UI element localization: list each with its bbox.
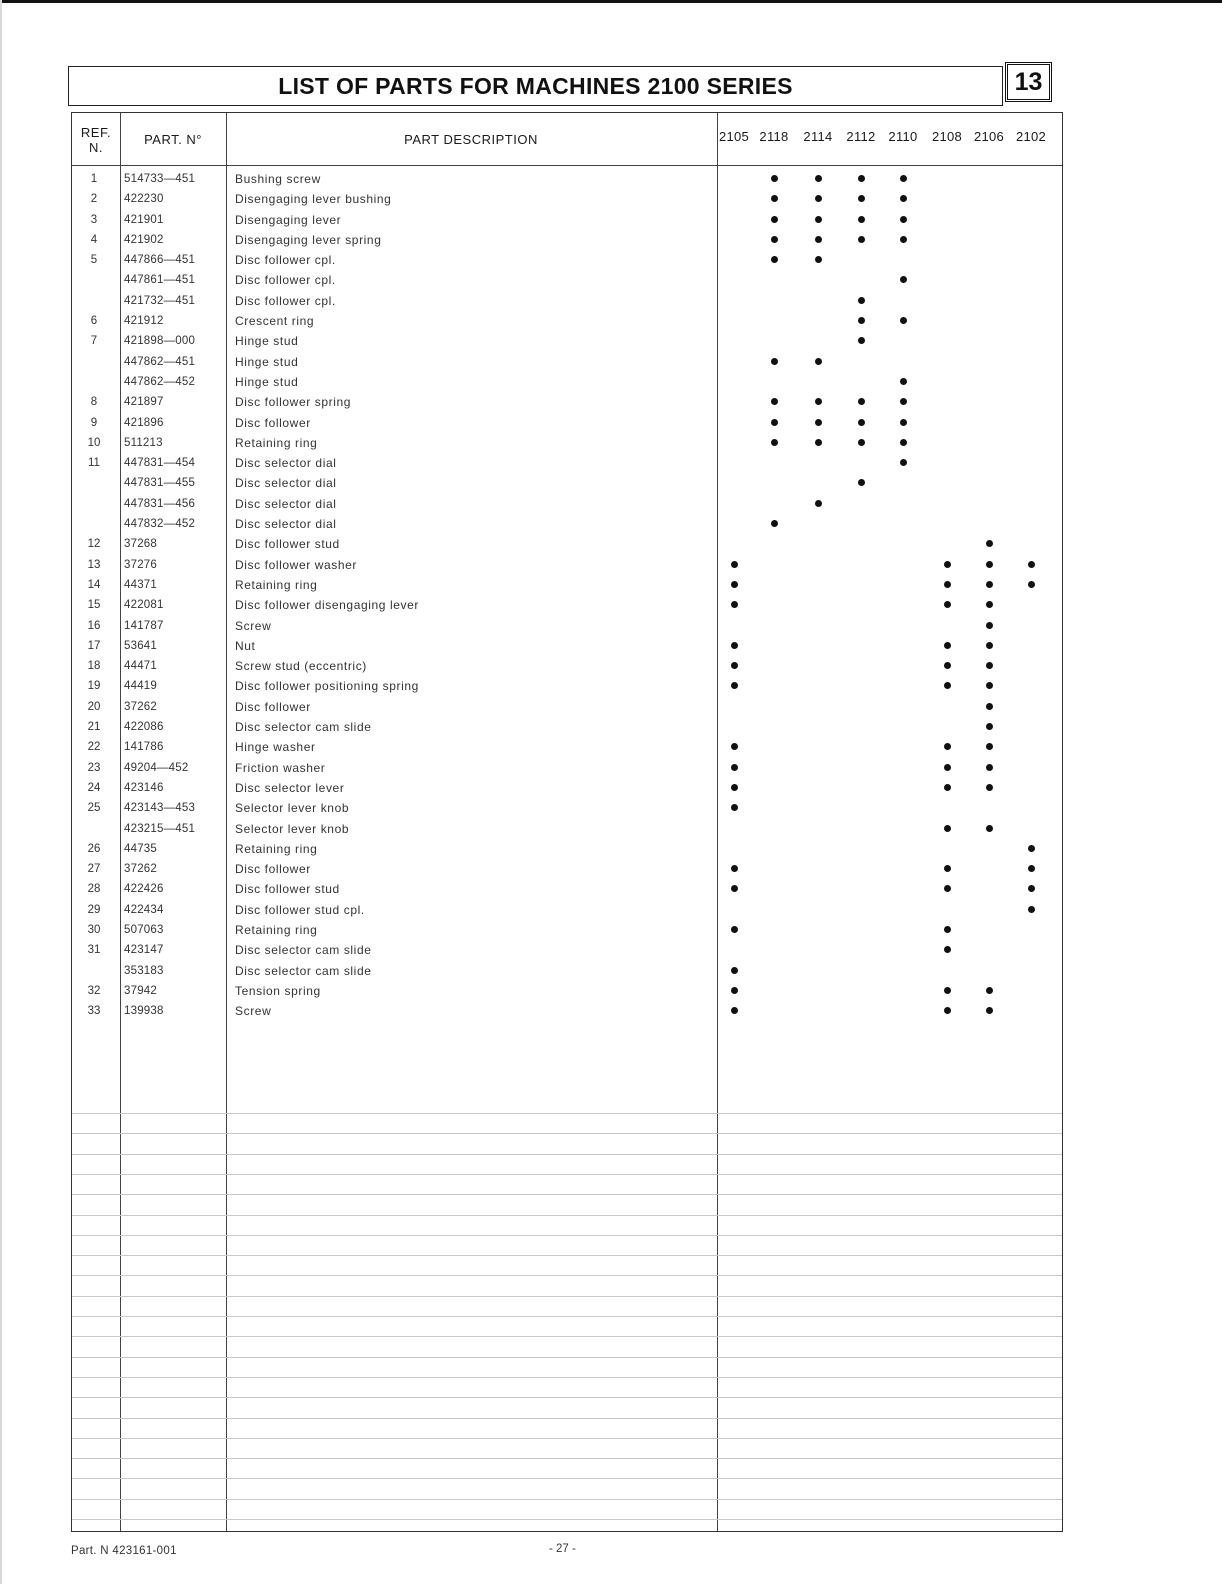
ruled-line — [72, 1113, 1062, 1114]
applicability-dot — [731, 784, 738, 791]
cell-ref: 23 — [87, 761, 101, 774]
applicability-dot — [900, 195, 907, 202]
cell-description: Hinge stud — [235, 334, 299, 349]
cell-description: Disc selector dial — [235, 456, 337, 471]
cell-part-number: 421897 — [124, 396, 164, 409]
cell-part-number: 421902 — [124, 233, 164, 246]
applicability-dot — [900, 419, 907, 426]
applicability-dot — [731, 1007, 738, 1014]
ruled-line — [72, 1499, 1062, 1500]
cell-ref: 9 — [90, 416, 98, 429]
applicability-dot — [731, 662, 738, 669]
cell-description: Retaining ring — [235, 922, 318, 937]
cell-ref: 31 — [87, 944, 101, 957]
cell-ref: 33 — [87, 1005, 101, 1018]
cell-part-number: 353183 — [124, 964, 164, 977]
table-row — [72, 291, 1062, 311]
cell-part-number: 49204—452 — [124, 761, 189, 774]
applicability-dot — [1028, 581, 1035, 588]
applicability-dot — [731, 804, 738, 811]
cell-description: Crescent ring — [235, 314, 315, 329]
cell-ref: 27 — [87, 863, 101, 876]
applicability-dot — [986, 581, 993, 588]
cell-description: Bushing screw — [235, 172, 321, 186]
header-ref-line1: REF. — [80, 125, 112, 140]
applicability-dot — [900, 276, 907, 283]
applicability-dot — [731, 601, 738, 608]
cell-part-number: 422434 — [124, 903, 164, 916]
table-row — [72, 616, 1062, 636]
cell-ref: 5 — [90, 254, 98, 267]
applicability-dot — [731, 764, 738, 771]
cell-ref: 30 — [87, 923, 101, 936]
page-title: LIST OF PARTS FOR MACHINES 2100 SERIES — [278, 72, 793, 99]
applicability-dot — [944, 926, 951, 933]
cell-description: Disc selector cam slide — [235, 963, 372, 978]
applicability-dot — [858, 337, 865, 344]
cell-ref: 17 — [87, 639, 101, 652]
applicability-dot — [944, 682, 951, 689]
table-row — [72, 575, 1062, 595]
cell-description: Disc follower — [235, 862, 311, 877]
table-row — [72, 595, 1062, 615]
table-row — [72, 879, 1062, 899]
applicability-dot — [1028, 885, 1035, 892]
applicability-dot — [731, 743, 738, 750]
applicability-dot — [771, 236, 778, 243]
applicability-dot — [858, 175, 865, 182]
table-row — [72, 859, 1062, 879]
applicability-dot — [944, 561, 951, 568]
ruled-line — [72, 1275, 1062, 1276]
cell-ref: 6 — [90, 315, 98, 328]
cell-ref: 22 — [87, 741, 101, 754]
cell-part-number: 507063 — [124, 923, 164, 936]
applicability-dot — [944, 885, 951, 892]
cell-part-number: 421732—451 — [124, 294, 196, 307]
cell-part-number: 44371 — [124, 578, 157, 591]
applicability-dot — [944, 784, 951, 791]
cell-description: Disengaging lever bushing — [235, 192, 392, 207]
table-row — [72, 534, 1062, 554]
cell-description: Disc selector dial — [235, 496, 337, 511]
cell-part-number: 421898—000 — [124, 335, 196, 348]
table-row — [72, 697, 1062, 717]
applicability-dot — [986, 540, 993, 547]
cell-part-number: 421912 — [124, 315, 164, 328]
applicability-dot — [900, 216, 907, 223]
applicability-dot — [815, 500, 822, 507]
ruled-line — [72, 1458, 1062, 1459]
applicability-dot — [771, 358, 778, 365]
header-machine-7: 2102 — [1015, 129, 1047, 144]
applicability-dot — [944, 743, 951, 750]
table-row — [72, 169, 1062, 189]
cell-description: Disengaging lever spring — [235, 232, 382, 247]
applicability-dot — [900, 175, 907, 182]
left-edge-rule — [0, 0, 2, 1584]
ruled-line — [72, 1296, 1062, 1297]
cell-part-number: 423143—453 — [124, 802, 196, 815]
applicability-dot — [986, 1007, 993, 1014]
applicability-dot — [858, 297, 865, 304]
applicability-dot — [771, 256, 778, 263]
parts-table — [71, 112, 1063, 1532]
applicability-dot — [944, 581, 951, 588]
applicability-dot — [986, 987, 993, 994]
cell-ref: 24 — [87, 781, 101, 794]
cell-part-number: 139938 — [124, 1005, 164, 1018]
title-box — [68, 66, 1003, 106]
cell-part-number: 423147 — [124, 944, 164, 957]
cell-description: Disc selector dial — [235, 517, 337, 532]
applicability-dot — [900, 317, 907, 324]
table-row — [72, 250, 1062, 270]
table-row — [72, 494, 1062, 514]
header-machine-6: 2106 — [973, 129, 1005, 144]
applicability-dot — [815, 256, 822, 263]
cell-ref: 28 — [87, 883, 101, 896]
table-row — [72, 230, 1062, 250]
applicability-dot — [731, 581, 738, 588]
applicability-dot — [815, 236, 822, 243]
cell-part-number: 37268 — [124, 538, 157, 551]
cell-ref: 7 — [90, 335, 98, 348]
cell-ref: 2 — [90, 193, 98, 206]
cell-ref: 25 — [87, 802, 101, 815]
ruled-line — [72, 1174, 1062, 1175]
cell-part-number: 37262 — [124, 700, 157, 713]
applicability-dot — [858, 216, 865, 223]
applicability-dot — [944, 764, 951, 771]
cell-part-number: 422086 — [124, 721, 164, 734]
applicability-dot — [731, 642, 738, 649]
cell-part-number: 447862—451 — [124, 355, 196, 368]
applicability-dot — [858, 419, 865, 426]
cell-description: Disc selector lever — [235, 780, 345, 795]
cell-ref: 29 — [87, 903, 101, 916]
cell-part-number: 141787 — [124, 619, 164, 632]
footer-page-number: - 27 - — [549, 1543, 576, 1555]
applicability-dot — [986, 703, 993, 710]
cell-ref: 1 — [90, 173, 98, 185]
applicability-dot — [944, 865, 951, 872]
cell-description: Selector lever knob — [235, 801, 350, 816]
footer-part-number: Part. N 423161-001 — [71, 1545, 177, 1557]
applicability-dot — [858, 479, 865, 486]
table-row — [72, 778, 1062, 798]
cell-description: Retaining ring — [235, 841, 318, 856]
applicability-dot — [815, 195, 822, 202]
ruled-line — [72, 1154, 1062, 1155]
ruled-line — [72, 1397, 1062, 1398]
applicability-dot — [986, 642, 993, 649]
table-row — [72, 798, 1062, 818]
applicability-dot — [900, 459, 907, 466]
cell-description: Disengaging lever — [235, 212, 342, 227]
table-row — [72, 514, 1062, 534]
table-row — [72, 900, 1062, 920]
cell-description: Disc follower disengaging lever — [235, 598, 420, 613]
applicability-dot — [815, 398, 822, 405]
ruled-line — [72, 1418, 1062, 1419]
applicability-dot — [1028, 561, 1035, 568]
cell-ref: 18 — [87, 660, 101, 673]
applicability-dot — [986, 723, 993, 730]
table-row — [72, 819, 1062, 839]
applicability-dot — [731, 987, 738, 994]
cell-description: Disc follower washer — [235, 557, 358, 572]
cell-part-number: 511213 — [124, 436, 163, 449]
applicability-dot — [815, 419, 822, 426]
ruled-line — [72, 1336, 1062, 1337]
applicability-dot — [944, 662, 951, 669]
applicability-dot — [944, 825, 951, 832]
cell-description: Screw stud (eccentric) — [235, 659, 367, 674]
applicability-dot — [858, 439, 865, 446]
applicability-dot — [771, 216, 778, 223]
cell-part-number: 447832—452 — [124, 518, 196, 531]
table-row — [72, 920, 1062, 940]
cell-ref: 32 — [87, 984, 101, 997]
cell-description: Hinge washer — [235, 740, 316, 755]
applicability-dot — [815, 216, 822, 223]
cell-part-number: 447866—451 — [124, 254, 196, 267]
applicability-dot — [986, 682, 993, 689]
header-machine-0: 2105 — [718, 129, 750, 144]
applicability-dot — [944, 946, 951, 953]
cell-ref: 16 — [87, 619, 101, 632]
applicability-dot — [731, 561, 738, 568]
applicability-dot — [731, 865, 738, 872]
cell-description: Disc follower stud — [235, 537, 340, 552]
applicability-dot — [986, 743, 993, 750]
cell-ref: 21 — [87, 721, 101, 734]
table-row — [72, 1001, 1062, 1021]
applicability-dot — [1028, 865, 1035, 872]
header-part-number: PART. N° — [144, 132, 202, 147]
cell-description: Disc follower stud — [235, 882, 340, 897]
table-row — [72, 940, 1062, 960]
cell-ref: 20 — [87, 700, 101, 713]
ruled-line — [72, 1255, 1062, 1256]
cell-description: Retaining ring — [235, 577, 318, 592]
cell-description: Disc follower cpl. — [235, 253, 336, 268]
table-row — [72, 189, 1062, 209]
cell-ref: 12 — [87, 538, 101, 551]
cell-part-number: 44735 — [124, 842, 157, 855]
cell-part-number: 447831—456 — [124, 497, 196, 510]
table-row — [72, 270, 1062, 290]
cell-description: Disc selector cam slide — [235, 720, 372, 735]
cell-part-number: 447862—452 — [124, 375, 196, 388]
ruled-line — [72, 1316, 1062, 1317]
ruled-line — [72, 1519, 1062, 1520]
applicability-dot — [771, 398, 778, 405]
applicability-dot — [771, 195, 778, 202]
cell-description: Friction washer — [235, 760, 326, 775]
cell-ref: 13 — [87, 558, 101, 571]
cell-ref: 10 — [87, 436, 101, 449]
ruled-line — [72, 1235, 1062, 1236]
cell-part-number: 44419 — [124, 680, 157, 693]
top-border-rule — [0, 0, 1222, 3]
cell-ref: 11 — [88, 457, 100, 470]
cell-description: Disc follower — [235, 699, 311, 714]
applicability-dot — [900, 398, 907, 405]
cell-description: Retaining ring — [235, 435, 318, 450]
cell-ref: 15 — [87, 599, 101, 612]
header-machine-4: 2110 — [888, 129, 918, 144]
applicability-dot — [858, 317, 865, 324]
table-row — [72, 717, 1062, 737]
cell-description: Disc follower positioning spring — [235, 679, 419, 694]
table-row — [72, 453, 1062, 473]
cell-part-number: 421896 — [124, 416, 164, 429]
applicability-dot — [900, 236, 907, 243]
cell-part-number: 37942 — [124, 984, 157, 997]
applicability-dot — [1028, 906, 1035, 913]
table-row — [72, 413, 1062, 433]
applicability-dot — [771, 419, 778, 426]
cell-description: Nut — [235, 638, 256, 653]
cell-part-number: 423215—451 — [124, 822, 196, 835]
applicability-dot — [986, 622, 993, 629]
cell-part-number: 53641 — [124, 639, 157, 652]
table-row — [72, 473, 1062, 493]
table-row — [72, 961, 1062, 981]
cell-part-number: 421901 — [124, 213, 164, 226]
applicability-dot — [731, 967, 738, 974]
applicability-dot — [815, 175, 822, 182]
applicability-dot — [815, 358, 822, 365]
header-machine-3: 2112 — [846, 129, 876, 144]
applicability-dot — [986, 825, 993, 832]
applicability-dot — [944, 987, 951, 994]
cell-part-number: 423146 — [124, 781, 164, 794]
cell-description: Tension spring — [235, 983, 321, 998]
cell-description: Hinge stud — [235, 374, 299, 389]
ruled-line — [72, 1194, 1062, 1195]
applicability-dot — [944, 642, 951, 649]
cell-description: Disc follower spring — [235, 395, 352, 410]
table-row — [72, 392, 1062, 412]
applicability-dot — [858, 236, 865, 243]
applicability-dot — [986, 561, 993, 568]
table-row — [72, 311, 1062, 331]
table-row — [72, 636, 1062, 656]
cell-part-number: 447861—451 — [124, 274, 196, 287]
ruled-line — [72, 1215, 1062, 1216]
cell-description: Disc selector dial — [235, 476, 337, 491]
parts-rows — [72, 169, 1062, 1021]
applicability-dot — [944, 601, 951, 608]
cell-part-number: 447831—454 — [124, 457, 196, 470]
table-row — [72, 352, 1062, 372]
cell-description: Hinge stud — [235, 354, 299, 369]
applicability-dot — [900, 378, 907, 385]
cell-part-number: 447831—455 — [124, 477, 196, 490]
cell-part-number: 514733—451 — [124, 173, 196, 185]
table-row — [72, 737, 1062, 757]
cell-part-number: 37276 — [124, 558, 157, 571]
cell-part-number: 422081 — [124, 599, 164, 612]
table-row — [72, 555, 1062, 575]
cell-description: Disc follower stud cpl. — [235, 902, 365, 917]
applicability-dot — [858, 195, 865, 202]
applicability-dot — [900, 439, 907, 446]
table-row — [72, 433, 1062, 453]
applicability-dot — [986, 784, 993, 791]
applicability-dot — [731, 885, 738, 892]
table-row — [72, 676, 1062, 696]
cell-ref: 26 — [87, 842, 101, 855]
applicability-dot — [771, 439, 778, 446]
ruled-line — [72, 1133, 1062, 1134]
cell-description: Disc selector cam slide — [235, 943, 372, 958]
cell-part-number: 44471 — [124, 660, 157, 673]
applicability-dot — [1028, 845, 1035, 852]
applicability-dot — [771, 175, 778, 182]
applicability-dot — [815, 439, 822, 446]
header-machine-2: 2114 — [803, 129, 833, 144]
cell-ref: 3 — [90, 213, 98, 226]
table-row — [72, 210, 1062, 230]
table-row — [72, 656, 1062, 676]
page-number-badge: 13 — [1005, 62, 1052, 102]
cell-part-number: 37262 — [124, 863, 157, 876]
cell-description: Screw — [235, 1004, 272, 1019]
cell-description: Disc follower cpl. — [235, 273, 336, 288]
cell-ref: 19 — [87, 680, 101, 693]
table-row — [72, 758, 1062, 778]
applicability-dot — [858, 398, 865, 405]
header-divider — [72, 165, 1062, 166]
table-row — [72, 981, 1062, 1001]
applicability-dot — [944, 1007, 951, 1014]
header-ref-line2: N. — [89, 140, 103, 155]
cell-description: Screw — [235, 618, 272, 633]
table-row — [72, 839, 1062, 859]
table-row — [72, 372, 1062, 392]
header-machine-1: 2118 — [759, 129, 789, 144]
table-row — [72, 331, 1062, 351]
applicability-dot — [986, 601, 993, 608]
header-ref — [72, 125, 120, 155]
cell-part-number: 141786 — [124, 741, 164, 754]
cell-description: Selector lever knob — [235, 821, 350, 836]
ruled-line — [72, 1438, 1062, 1439]
applicability-dot — [731, 682, 738, 689]
cell-description: Disc follower — [235, 415, 311, 430]
ruled-line — [72, 1478, 1062, 1479]
applicability-dot — [986, 662, 993, 669]
cell-ref: 8 — [90, 396, 98, 409]
applicability-dot — [986, 764, 993, 771]
cell-part-number: 422426 — [124, 883, 164, 896]
applicability-dot — [731, 926, 738, 933]
ruled-line — [72, 1357, 1062, 1358]
ruled-line — [72, 1377, 1062, 1378]
applicability-dot — [771, 520, 778, 527]
header-part-description: PART DESCRIPTION — [404, 132, 538, 147]
cell-ref: 4 — [90, 233, 98, 246]
cell-ref: 14 — [87, 578, 101, 591]
cell-part-number: 422230 — [124, 193, 164, 206]
cell-description: Disc follower cpl. — [235, 293, 336, 308]
header-machine-5: 2108 — [931, 129, 963, 144]
